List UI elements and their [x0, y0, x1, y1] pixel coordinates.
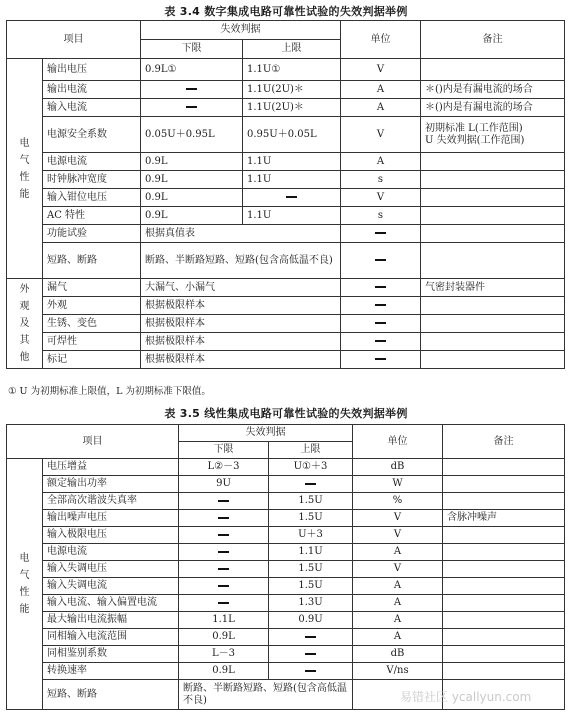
row-item-name: 电压增益 — [43, 459, 179, 476]
row-lower-limit — [179, 578, 269, 595]
row-lower-limit — [179, 527, 269, 544]
table-row — [7, 153, 565, 171]
row-item-name: 输入失调电流 — [43, 578, 179, 595]
row-item-name: 短路、断路 — [43, 243, 141, 279]
header-item: 项目 — [7, 425, 179, 459]
header-item: 项目 — [7, 21, 141, 59]
row-remark — [443, 493, 565, 510]
row-upper-limit — [269, 476, 353, 493]
table-row — [7, 629, 565, 646]
table-row — [7, 243, 565, 279]
dash-mark — [286, 196, 297, 198]
table-row — [7, 297, 565, 315]
row-unit — [341, 243, 421, 279]
row-item-name: 输入电流、输入偏置电流 — [43, 595, 179, 612]
row-unit: s — [341, 207, 421, 225]
table-row — [7, 561, 565, 578]
row-remark — [443, 544, 565, 561]
table-3-5 — [6, 424, 565, 710]
row-remark — [421, 59, 565, 81]
row-remark — [421, 351, 565, 369]
row-item-name: 输出电压 — [43, 59, 141, 81]
row-unit: A — [341, 81, 421, 99]
table-row — [7, 663, 565, 680]
row-unit: A — [353, 595, 443, 612]
row-criteria-span: 根据极限样本 — [141, 297, 341, 315]
row-remark — [421, 225, 565, 243]
dash-mark — [375, 232, 386, 234]
row-upper-limit: 1.1U(2U)＊ — [243, 81, 341, 99]
row-upper-limit — [269, 663, 353, 680]
table-row — [7, 476, 565, 493]
row-lower-limit: 0.9L — [141, 153, 243, 171]
row-remark: 气密封装器件 — [421, 279, 565, 297]
row-remark — [443, 459, 565, 476]
table-row — [7, 225, 565, 243]
row-item-name: 同相鉴别系数 — [43, 646, 179, 663]
dash-mark — [218, 602, 229, 604]
row-unit: dB — [353, 459, 443, 476]
dash-mark — [186, 106, 197, 108]
row-remark — [421, 189, 565, 207]
row-unit: W — [353, 476, 443, 493]
row-item-name: 电源电流 — [43, 544, 179, 561]
row-remark — [443, 595, 565, 612]
table-row — [7, 595, 565, 612]
row-upper-limit: 1.1U — [243, 153, 341, 171]
row-lower-limit — [179, 544, 269, 561]
row-unit — [341, 279, 421, 297]
row-unit — [341, 333, 421, 351]
row-remark — [421, 243, 565, 279]
dash-mark — [218, 500, 229, 502]
header-unit: 单位 — [341, 21, 421, 59]
row-remark — [421, 171, 565, 189]
row-criteria-span: 大漏气、小漏气 — [141, 279, 341, 297]
row-upper-limit: 1.1U — [269, 544, 353, 561]
row-unit: A — [341, 153, 421, 171]
dash-mark — [305, 653, 316, 655]
row-unit: V — [341, 59, 421, 81]
row-remark: 含脉冲噪声 — [443, 510, 565, 527]
row-remark — [443, 663, 565, 680]
row-item-name: 转换速率 — [43, 663, 179, 680]
row-item-name: 输出电流 — [43, 81, 141, 99]
row-unit: A — [353, 612, 443, 629]
row-remark — [443, 561, 565, 578]
header-upper: 上限 — [243, 40, 341, 59]
row-lower-limit — [179, 510, 269, 527]
row-criteria-span: 根据极限样本 — [141, 351, 341, 369]
header-criteria: 失效判据 — [141, 21, 341, 40]
table-row — [7, 207, 565, 225]
row-item-name: 额定输出功率 — [43, 476, 179, 493]
row-unit: s — [341, 171, 421, 189]
row-upper-limit: 1.1U(2U)＊ — [243, 99, 341, 117]
row-criteria-span: 根据极限样本 — [141, 315, 341, 333]
row-criteria-span: 断路、半断路短路、短路(包含高低温不良) — [179, 680, 353, 710]
table-row — [7, 99, 565, 117]
row-upper-limit — [269, 629, 353, 646]
dash-mark — [218, 568, 229, 570]
row-unit: % — [353, 493, 443, 510]
row-remark — [421, 315, 565, 333]
row-criteria-span: 根据极限样本 — [141, 333, 341, 351]
header-remark: 备注 — [443, 425, 565, 459]
header-lower: 下限 — [179, 442, 269, 459]
row-item-name: 输入钳位电压 — [43, 189, 141, 207]
header-criteria: 失效判据 — [179, 425, 353, 442]
row-lower-limit: 0.9L — [179, 629, 269, 646]
row-item-name: 输入失调电压 — [43, 561, 179, 578]
row-item-name: 生锈、变色 — [43, 315, 141, 333]
table-3-4-caption: 表 3.4 数字集成电路可靠性试验的失效判据举例 — [164, 5, 408, 18]
dash-mark — [218, 534, 229, 536]
row-lower-limit — [179, 595, 269, 612]
row-remark — [443, 612, 565, 629]
header-upper: 上限 — [269, 442, 353, 459]
row-item-name: 短路、断路 — [43, 680, 179, 710]
row-upper-limit: 0.95U＋0.05L — [243, 117, 341, 153]
dash-mark — [186, 88, 197, 90]
dash-mark — [305, 636, 316, 638]
row-unit — [341, 297, 421, 315]
table-row — [7, 333, 565, 351]
row-item-name: 输入电流 — [43, 99, 141, 117]
row-upper-limit: 1.5U — [269, 561, 353, 578]
row-unit: V/ns — [353, 663, 443, 680]
table-row — [7, 189, 565, 207]
row-remark — [421, 297, 565, 315]
row-criteria-span: 断路、半断路短路、短路(包含高低温不良) — [141, 243, 341, 279]
row-upper-limit: 1.5U — [269, 493, 353, 510]
row-item-name: AC 特性 — [43, 207, 141, 225]
dash-mark — [218, 551, 229, 553]
row-upper-limit: 1.5U — [269, 510, 353, 527]
row-upper-limit: U＋3 — [269, 527, 353, 544]
dash-mark — [375, 259, 386, 261]
row-remark: 初期标准 L(工作范围) U 失效判据(工作范围) — [421, 117, 565, 153]
dash-mark — [375, 340, 386, 342]
group-appearance: 外 观 及 其 他 — [7, 279, 43, 369]
row-unit: V — [341, 189, 421, 207]
table-row — [7, 171, 565, 189]
dash-mark — [305, 670, 316, 672]
row-lower-limit — [141, 81, 243, 99]
row-remark — [421, 333, 565, 351]
table-row — [7, 117, 565, 153]
row-remark — [443, 578, 565, 595]
table-row — [7, 578, 565, 595]
row-upper-limit: 1.3U — [269, 595, 353, 612]
table-row — [7, 527, 565, 544]
group-electrical: 电 气 性 能 — [7, 59, 43, 279]
row-item-name: 输入极限电压 — [43, 527, 179, 544]
row-upper-limit: 1.1U① — [243, 59, 341, 81]
row-lower-limit: L－3 — [179, 646, 269, 663]
row-lower-limit: 0.9L① — [141, 59, 243, 81]
row-unit: A — [341, 99, 421, 117]
row-lower-limit: 1.1L — [179, 612, 269, 629]
row-remark — [443, 629, 565, 646]
table-row — [7, 510, 565, 527]
row-item-name: 最大输出电流振幅 — [43, 612, 179, 629]
row-upper-limit: 1.1U — [243, 207, 341, 225]
row-upper-limit: 0.9U — [269, 612, 353, 629]
dash-mark — [375, 358, 386, 360]
row-lower-limit: 0.9L — [141, 171, 243, 189]
row-unit: V — [353, 561, 443, 578]
row-lower-limit — [179, 493, 269, 510]
dash-mark — [375, 322, 386, 324]
row-lower-limit: 0.9L — [141, 207, 243, 225]
dash-mark — [218, 585, 229, 587]
table-3-4 — [6, 20, 565, 369]
row-unit — [341, 225, 421, 243]
table-row — [7, 351, 565, 369]
row-unit — [341, 315, 421, 333]
dash-mark — [305, 483, 316, 485]
header-remark: 备注 — [421, 21, 565, 59]
row-unit: A — [353, 578, 443, 595]
row-remark: ＊()内是有漏电流的场合 — [421, 99, 565, 117]
watermark: 易错社区 ycallyun.com — [400, 690, 532, 704]
row-item-name: 电源安全系数 — [43, 117, 141, 153]
row-unit: A — [353, 629, 443, 646]
row-upper-limit: 1.5U — [269, 578, 353, 595]
row-unit: dB — [353, 646, 443, 663]
row-remark — [443, 527, 565, 544]
row-unit — [341, 351, 421, 369]
row-remark — [443, 646, 565, 663]
row-item-name: 电源电流 — [43, 153, 141, 171]
row-item-name: 全部高次谐波失真率 — [43, 493, 179, 510]
table-row — [7, 279, 565, 297]
dash-mark — [375, 304, 386, 306]
table-row — [7, 493, 565, 510]
table-row — [7, 81, 565, 99]
table-3-5-caption: 表 3.5 线性集成电路可靠性试验的失效判据举例 — [164, 407, 408, 420]
header-unit: 单位 — [353, 425, 443, 459]
row-lower-limit — [179, 561, 269, 578]
row-item-name: 功能试验 — [43, 225, 141, 243]
row-lower-limit: 0.9L — [179, 663, 269, 680]
table-row — [7, 315, 565, 333]
row-item-name: 可焊性 — [43, 333, 141, 351]
row-lower-limit: 0.9L — [141, 189, 243, 207]
table-3-4-footnote: ① U 为初期标准上限值，L 为初期标准下限值。 — [8, 386, 211, 397]
row-item-name: 漏气 — [43, 279, 141, 297]
row-item-name: 同相输入电流范围 — [43, 629, 179, 646]
row-item-name: 外观 — [43, 297, 141, 315]
row-lower-limit: 9U — [179, 476, 269, 493]
header-lower: 下限 — [141, 40, 243, 59]
row-remark — [421, 207, 565, 225]
row-remark: ＊()内是有漏电流的场合 — [421, 81, 565, 99]
row-lower-limit: L②－3 — [179, 459, 269, 476]
table-row — [7, 646, 565, 663]
dash-mark — [218, 517, 229, 519]
row-upper-limit — [243, 189, 341, 207]
row-lower-limit — [141, 99, 243, 117]
dash-mark — [375, 286, 386, 288]
row-criteria-span: 根据真值表 — [141, 225, 341, 243]
row-remark — [421, 153, 565, 171]
row-upper-limit: U①＋3 — [269, 459, 353, 476]
row-remark — [443, 476, 565, 493]
table-row — [7, 59, 565, 81]
row-unit: V — [341, 117, 421, 153]
row-item-name: 标记 — [43, 351, 141, 369]
row-item-name: 时钟脉冲宽度 — [43, 171, 141, 189]
table-row — [7, 544, 565, 561]
row-unit: A — [353, 544, 443, 561]
row-item-name: 输出噪声电压 — [43, 510, 179, 527]
row-unit: V — [353, 527, 443, 544]
group-electrical: 电 气 性 能 — [7, 459, 43, 710]
row-upper-limit: 1.1U — [243, 171, 341, 189]
row-upper-limit — [269, 646, 353, 663]
row-unit: V — [353, 510, 443, 527]
row-lower-limit: 0.05U＋0.95L — [141, 117, 243, 153]
table-row — [7, 459, 565, 476]
table-row — [7, 612, 565, 629]
